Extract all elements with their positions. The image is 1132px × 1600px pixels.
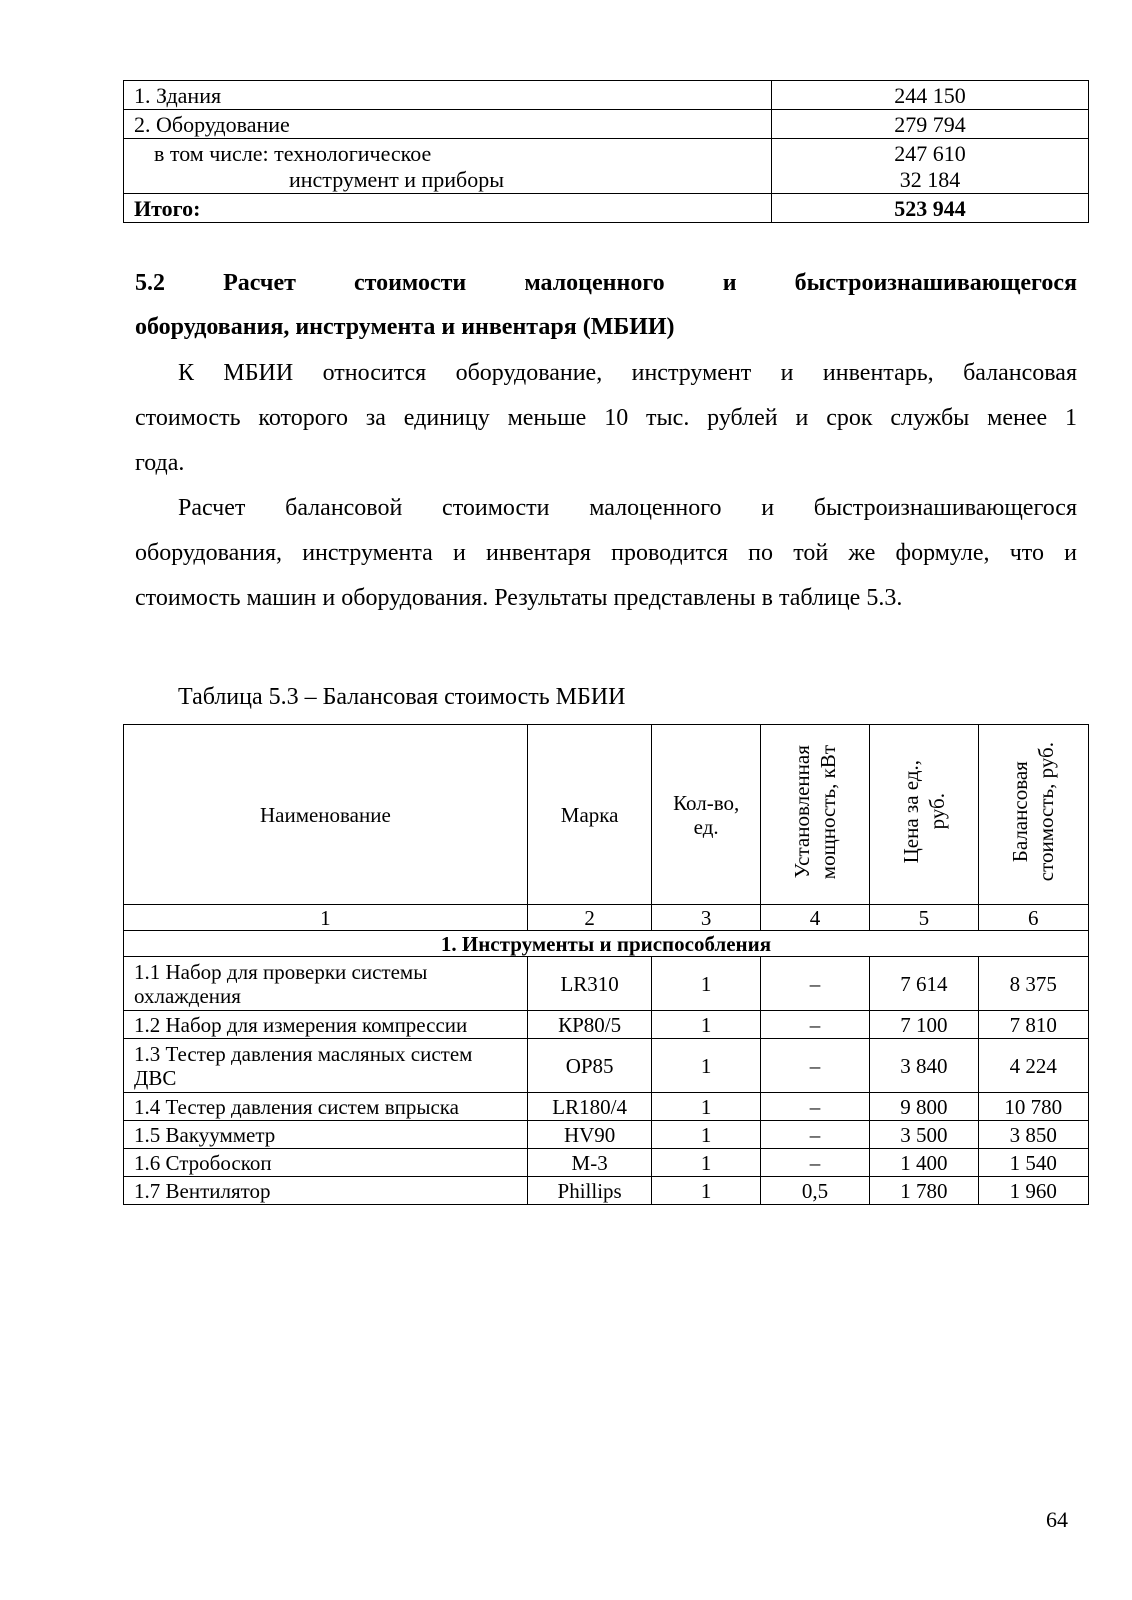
item-power: – (760, 1039, 869, 1093)
column-number: 5 (870, 905, 978, 931)
header-price (870, 725, 978, 905)
header-balance-line2: стоимость, руб. (1034, 742, 1059, 882)
header-brand: Марка (527, 725, 652, 905)
table-row (124, 1039, 1089, 1093)
column-number: 6 (978, 905, 1088, 931)
item-name: 1.7 Вентилятор (124, 1177, 528, 1205)
header-qty-line2: ед. (693, 814, 719, 839)
header-qty-line1: Кол-во, (673, 790, 740, 815)
summary-table (123, 80, 1089, 223)
paragraph-1-line-3: года. (135, 450, 185, 476)
table-row (124, 110, 1089, 139)
row-value: 279 794 (772, 110, 1089, 139)
table-row-total (124, 194, 1089, 223)
item-price: 7 100 (870, 1011, 978, 1039)
item-price: 1 400 (870, 1149, 978, 1177)
section-heading-line1: 5.2 Расчет стоимости малоценного и быстроизнашивающегося (135, 270, 1077, 296)
item-name: 1.6 Стробоскоп (124, 1149, 528, 1177)
item-power: 0,5 (760, 1177, 869, 1205)
item-brand: КР80/5 (527, 1011, 652, 1039)
table-row (124, 139, 1089, 194)
item-brand: Phillips (527, 1177, 652, 1205)
table-header-row (124, 725, 1089, 905)
item-qty: 1 (652, 1121, 760, 1149)
item-brand: LR180/4 (527, 1093, 652, 1121)
column-number: 4 (760, 905, 869, 931)
header-power-line2: мощность, кВт (816, 744, 841, 880)
column-number: 1 (124, 905, 528, 931)
paragraph-1-line-2: стоимость которого за единицу меньше 10 тыс. рублей и срок службы менее 1 (135, 405, 1077, 431)
total-value: 523 944 (772, 194, 1089, 223)
table-row (124, 1177, 1089, 1205)
row-value-sub2: 32 184 (899, 167, 961, 192)
item-price: 7 614 (870, 957, 978, 1011)
row-value: 244 150 (772, 81, 1089, 110)
item-qty: 1 (652, 1039, 760, 1093)
item-name: 1.1 Набор для проверки системы охлаждения (124, 957, 528, 1011)
column-number-row (124, 905, 1089, 931)
column-number: 2 (527, 905, 652, 931)
item-qty: 1 (652, 957, 760, 1011)
header-qty (652, 725, 760, 905)
item-balance: 4 224 (978, 1039, 1088, 1093)
item-balance: 10 780 (978, 1093, 1088, 1121)
item-price: 3 500 (870, 1121, 978, 1149)
item-price: 9 800 (870, 1093, 978, 1121)
item-balance: 7 810 (978, 1011, 1088, 1039)
item-price: 1 780 (870, 1177, 978, 1205)
paragraph-1-line-1: К МБИИ относится оборудование, инструмент и инвентарь, балансовая (178, 360, 1077, 386)
total-label: Итого: (124, 194, 772, 223)
item-power: – (760, 957, 869, 1011)
table-row (124, 1093, 1089, 1121)
header-power (760, 725, 869, 905)
row-name: 1. Здания (124, 81, 772, 110)
item-brand: М-3 (527, 1149, 652, 1177)
item-power: – (760, 1011, 869, 1039)
row-name-sub1: в том числе: технологическое (154, 141, 432, 166)
item-brand: LR310 (527, 957, 652, 1011)
table-row (124, 1121, 1089, 1149)
header-balance-text (1007, 742, 1059, 881)
header-price-line2: руб. (924, 793, 949, 831)
page-number: 64 (1046, 1507, 1068, 1532)
item-price: 3 840 (870, 1039, 978, 1093)
paragraph-2-line-1: Расчет балансовой стоимости малоценного и быстроизнашивающегося (178, 495, 1077, 521)
item-qty: 1 (652, 1011, 760, 1039)
row-name-sub2: инструмент и приборы (289, 167, 504, 192)
item-qty: 1 (652, 1177, 760, 1205)
item-name: 1.5 Вакуумметр (124, 1121, 528, 1149)
group-row (124, 931, 1089, 957)
section-heading-line2: оборудования, инструмента и инвентаря (МБИИ) (135, 314, 675, 340)
item-power: – (760, 1093, 869, 1121)
item-power: – (760, 1121, 869, 1149)
column-number: 3 (652, 905, 760, 931)
item-brand: OP85 (527, 1039, 652, 1093)
header-power-text (789, 745, 841, 879)
group-title: 1. Инструменты и приспособления (124, 931, 1089, 957)
row-name-compound (124, 139, 772, 194)
header-power-line1: Установленная (790, 745, 815, 879)
row-value-sub1: 247 610 (894, 141, 966, 166)
header-balance-line1: Балансовая (1008, 761, 1033, 863)
item-balance: 1 960 (978, 1177, 1088, 1205)
item-qty: 1 (652, 1149, 760, 1177)
header-name: Наименование (124, 725, 528, 905)
table-row (124, 957, 1089, 1011)
item-balance: 3 850 (978, 1121, 1088, 1149)
item-name: 1.3 Тестер давления масляных систем ДВС (124, 1039, 528, 1093)
row-value-compound (772, 139, 1089, 194)
table-row (124, 1011, 1089, 1039)
item-power: – (760, 1149, 869, 1177)
item-qty: 1 (652, 1093, 760, 1121)
table-caption: Таблица 5.3 – Балансовая стоимость МБИИ (178, 684, 626, 710)
item-name: 1.4 Тестер давления систем впрыска (124, 1093, 528, 1121)
table-body (124, 957, 1089, 1205)
item-brand: HV90 (527, 1121, 652, 1149)
table-row (124, 81, 1089, 110)
row-name: 2. Оборудование (124, 110, 772, 139)
header-price-line1: Цена за ед., (898, 760, 923, 864)
mbii-table (123, 724, 1089, 1205)
paragraph-2-line-3: стоимость машин и оборудования. Результаты представлены в таблице 5.3. (135, 585, 903, 611)
item-name: 1.2 Набор для измерения компрессии (124, 1011, 528, 1039)
table-row (124, 1149, 1089, 1177)
header-price-text (898, 760, 950, 863)
header-balance (978, 725, 1088, 905)
item-balance: 8 375 (978, 957, 1088, 1011)
paragraph-2-line-2: оборудования, инструмента и инвентаря проводится по той же формуле, что и (135, 540, 1077, 566)
item-balance: 1 540 (978, 1149, 1088, 1177)
